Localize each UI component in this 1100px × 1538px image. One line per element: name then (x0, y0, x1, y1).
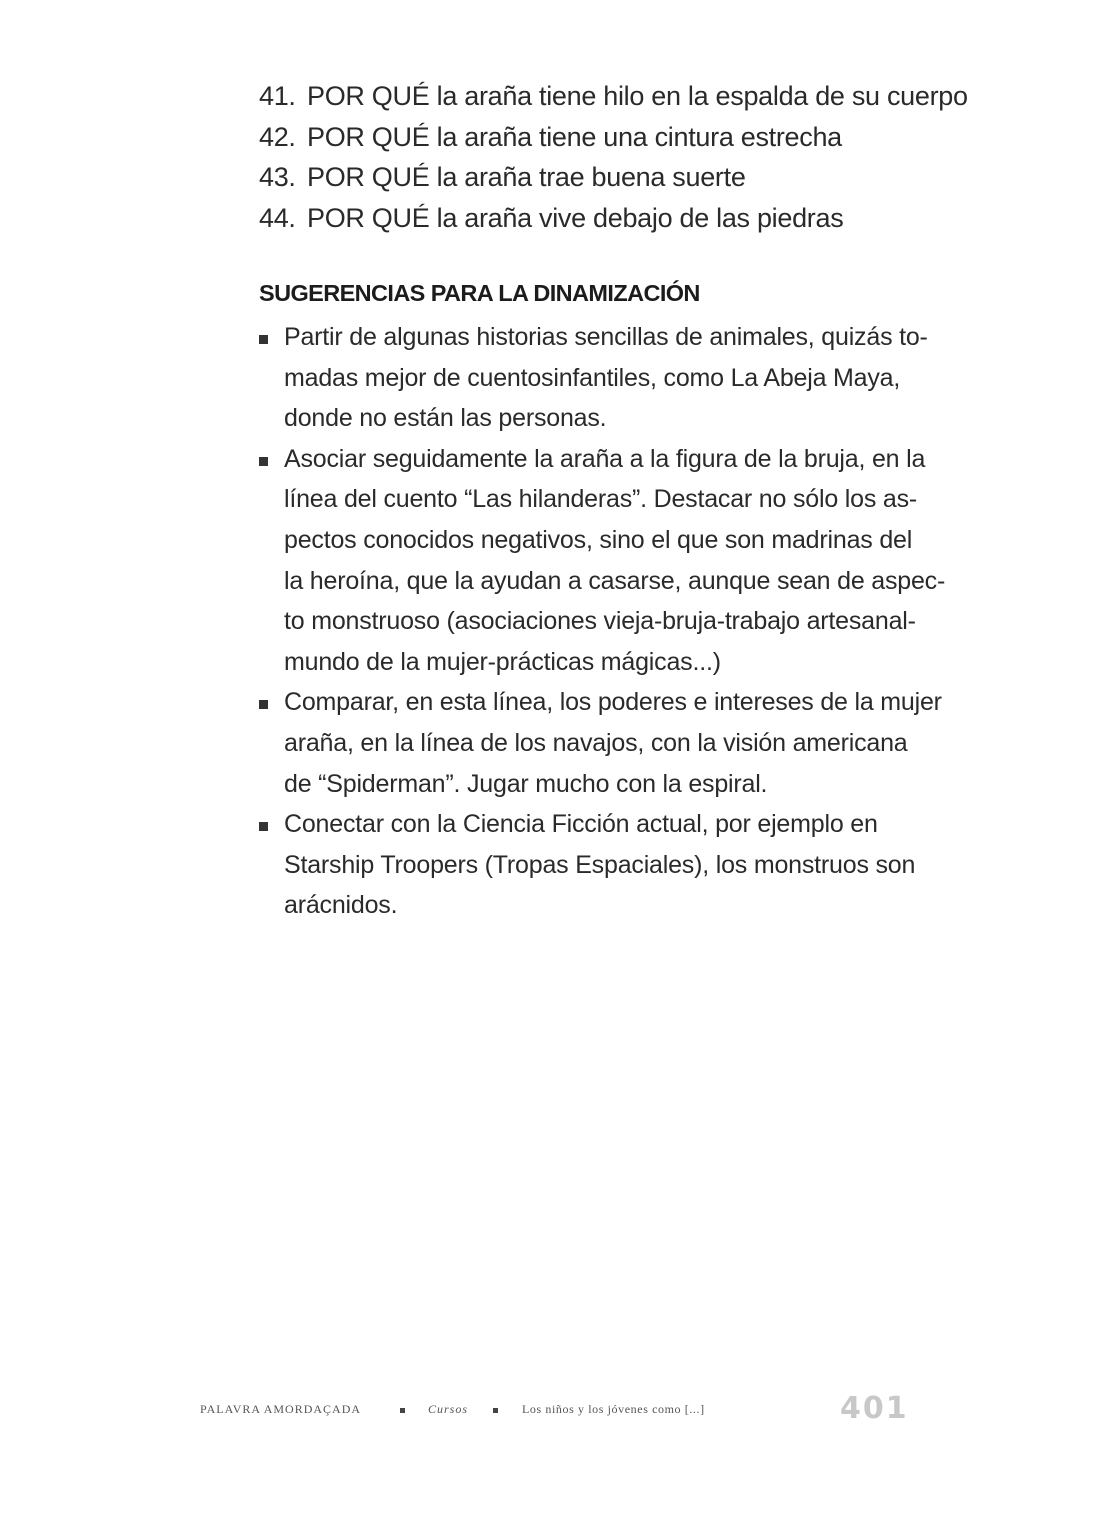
item-number: 43. (259, 162, 296, 192)
square-bullet-icon (259, 335, 268, 344)
bullet-text-line: Asociar seguidamente la araña a la figura de la bruja, en la (284, 444, 926, 473)
item-number: 41. (259, 81, 296, 111)
bullet-text-line: mundo de la mujer-prácticas mágicas...) (284, 647, 721, 676)
bullet-item (259, 439, 946, 683)
square-bullet-icon (259, 457, 268, 466)
square-bullet-icon (259, 700, 268, 709)
list-item (259, 76, 968, 117)
item-text: POR QUÉ la araña tiene hilo en la espalda de su cuerpo (307, 81, 968, 111)
item-text: POR QUÉ la araña vive debajo de las piedras (307, 202, 844, 233)
bullet-text-line: la heroína, que la ayudan a casarse, aunque sean de aspec- (284, 566, 946, 595)
bullet-text-line: madas mejor de cuentosinfantiles, como La Abeja Maya, (284, 363, 901, 392)
page-number: 401 (840, 1391, 909, 1426)
list-item (259, 117, 939, 158)
footer-publication: PALAVRA AMORDAÇADA (200, 1402, 362, 1416)
footer-separator-icon (493, 1408, 498, 1413)
bullet-text-line: de “Spiderman”. Jugar mucho con la espiral. (284, 769, 768, 798)
item-text: POR QUÉ la araña trae buena suerte (307, 162, 746, 192)
bullet-text-line: línea del cuento “Las hilanderas”. Destacar no sólo los as- (284, 485, 917, 514)
bullet-item (259, 317, 928, 439)
square-bullet-icon (259, 822, 268, 831)
bullet-text-line: arácnidos. (284, 891, 398, 920)
bullet-text-line: Comparar, en esta línea, los poderes e intereses de la mujer (284, 688, 942, 717)
page-footer (200, 1393, 910, 1429)
bullet-item (259, 804, 919, 926)
numbered-question-list (259, 76, 968, 238)
bullet-text-line: pectos conocidos negativos, sino el que son madrinas del (284, 525, 913, 554)
list-item (259, 198, 939, 239)
section-heading: SUGERENCIAS PARA LA DINAMIZACIÓN (259, 280, 700, 306)
bullet-text-line: Starship Troopers (Tropas Espaciales), los monstruos son (284, 850, 916, 879)
footer-section: Cursos (428, 1402, 469, 1416)
list-item (259, 157, 939, 198)
bullet-text-line: Partir de algunas historias sencillas de animales, quizás to- (284, 323, 928, 351)
bullet-text-line: to monstruoso (asociaciones vieja-bruja-trabajo artesanal- (284, 607, 916, 636)
item-number: 44. (259, 202, 296, 233)
suggestions-list (259, 317, 946, 926)
bullet-item (259, 682, 942, 804)
footer-chapter: Los niños y los jóvenes como [...] (522, 1402, 705, 1416)
item-text: POR QUÉ la araña tiene una cintura estrecha (307, 121, 842, 152)
item-number: 42. (259, 121, 296, 152)
bullet-text-line: donde no están las personas. (284, 404, 607, 433)
bullet-text-line: araña, en la línea de los navajos, con la visión americana (284, 728, 908, 757)
footer-separator-icon (400, 1408, 405, 1413)
bullet-text-line: Conectar con la Ciencia Ficción actual, por ejemplo en (284, 810, 878, 839)
